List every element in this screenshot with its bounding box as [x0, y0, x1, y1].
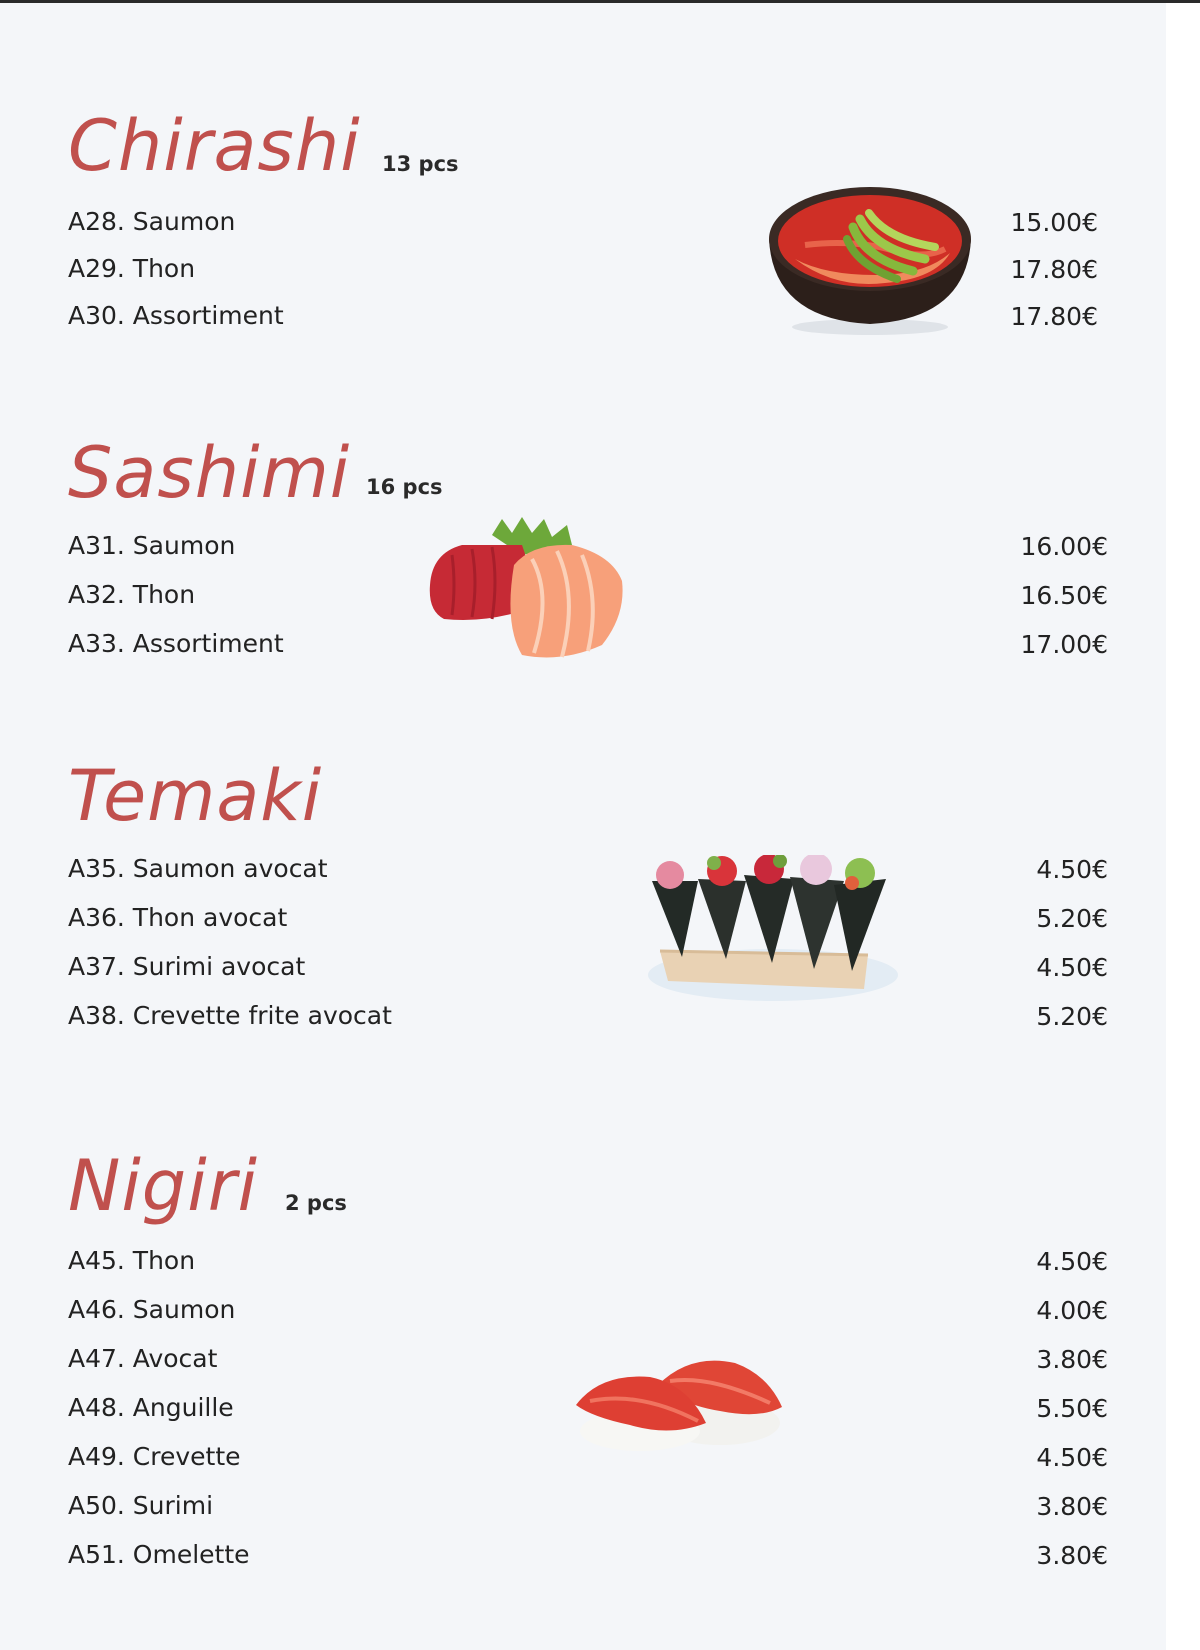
- menu-item: A35. Saumon avocat: [68, 854, 328, 883]
- section-title-nigiri: Nigiri: [68, 1145, 258, 1227]
- section-title-temaki: Temaki: [68, 755, 323, 837]
- section-count-chirashi: 13 pcs: [382, 152, 459, 176]
- nigiri-pair-icon: [570, 1345, 790, 1455]
- item-price: 3.80€: [1036, 1492, 1108, 1521]
- menu-item: A51. Omelette: [68, 1540, 250, 1569]
- menu-item: A31. Saumon: [68, 531, 236, 560]
- menu-item: A33. Assortiment: [68, 629, 284, 658]
- item-price: 4.50€: [1036, 953, 1108, 982]
- menu-item: A29. Thon: [68, 254, 196, 283]
- chirashi-bowl-icon: [765, 179, 975, 339]
- item-price: 17.80€: [1010, 302, 1098, 331]
- section-title-chirashi: Chirashi: [68, 105, 361, 187]
- sashimi-plate-icon: [422, 515, 632, 665]
- item-price: 16.00€: [1020, 532, 1108, 561]
- item-price: 4.00€: [1036, 1296, 1108, 1325]
- menu-item: A32. Thon: [68, 580, 196, 609]
- item-price: 17.80€: [1010, 255, 1098, 284]
- item-price: 3.80€: [1036, 1541, 1108, 1570]
- section-count-nigiri: 2 pcs: [285, 1191, 347, 1215]
- item-price: 5.20€: [1036, 904, 1108, 933]
- menu-item: A30. Assortiment: [68, 301, 284, 330]
- menu-item: A49. Crevette: [68, 1442, 241, 1471]
- menu-item: A47. Avocat: [68, 1344, 218, 1373]
- menu-item: A37. Surimi avocat: [68, 952, 306, 981]
- menu-item: A45. Thon: [68, 1246, 196, 1275]
- menu-item: A50. Surimi: [68, 1491, 214, 1520]
- menu-item: A36. Thon avocat: [68, 903, 288, 932]
- menu-item: A48. Anguille: [68, 1393, 234, 1422]
- temaki-cones-icon: [648, 855, 918, 1015]
- item-price: 16.50€: [1020, 581, 1108, 610]
- item-price: 15.00€: [1010, 208, 1098, 237]
- item-price: 4.50€: [1036, 855, 1108, 884]
- section-count-sashimi: 16 pcs: [366, 475, 443, 499]
- item-price: 5.50€: [1036, 1394, 1108, 1423]
- menu-item: A38. Crevette frite avocat: [68, 1001, 392, 1030]
- section-title-sashimi: Sashimi: [68, 432, 351, 514]
- menu-item: A46. Saumon: [68, 1295, 236, 1324]
- item-price: 5.20€: [1036, 1002, 1108, 1031]
- menu-page: [0, 3, 1166, 1650]
- item-price: 17.00€: [1020, 630, 1108, 659]
- item-price: 3.80€: [1036, 1345, 1108, 1374]
- menu-item: A28. Saumon: [68, 207, 236, 236]
- item-price: 4.50€: [1036, 1247, 1108, 1276]
- item-price: 4.50€: [1036, 1443, 1108, 1472]
